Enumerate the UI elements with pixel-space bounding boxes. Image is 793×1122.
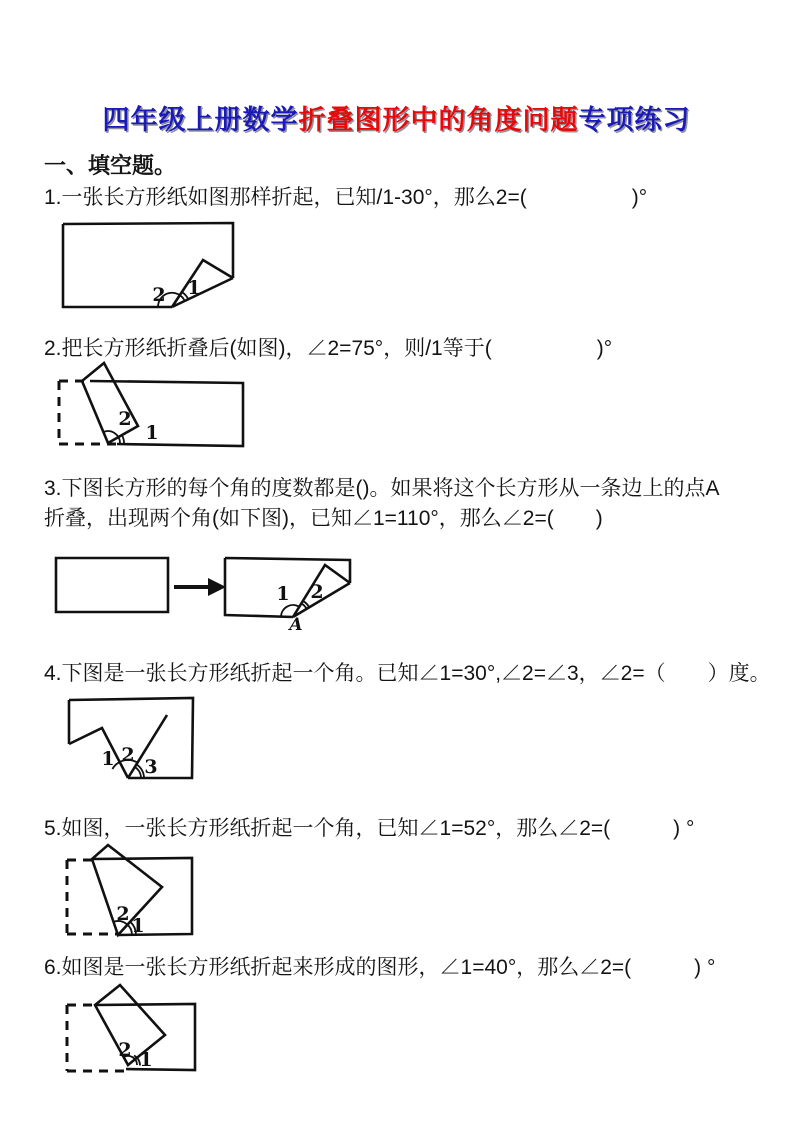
question-6-text: 6.如图是一张长方形纸折起来形成的图形，∠1=40°，那么∠2=( ) ° (44, 956, 716, 979)
fold-lines (172, 260, 233, 307)
angle-label-1: 1 (101, 748, 115, 770)
plain-rectangle (56, 558, 168, 612)
angle-label-2: 2 (118, 1039, 132, 1061)
point-label-A: A (289, 615, 303, 635)
angle-label-1: 1 (187, 277, 201, 299)
angle-label-3: 3 (144, 756, 158, 778)
question-2-text: 2.把长方形纸折叠后(如图)，∠2=75°，则/1等于( )° (44, 337, 613, 360)
original-position-dashed (67, 1005, 124, 1071)
figure-q2-folded-rectangle (55, 358, 255, 453)
question-3-text-line1: 3.下图长方形的每个角的度数都是()。如果将这个长方形从一条边上的点A (44, 477, 720, 500)
original-position-dashed (67, 860, 118, 934)
original-position-dashed (59, 381, 117, 444)
rectangle-outline (69, 698, 193, 778)
page-title (0, 98, 793, 137)
figure-q3-fold-before-after (50, 550, 360, 635)
rectangle-outline (63, 223, 233, 307)
arrow-head-icon (208, 578, 226, 596)
angle-label-2: 2 (310, 581, 324, 603)
figure-q6-folded-rectangle (60, 983, 205, 1078)
figure-q5-folded-rectangle (60, 843, 205, 948)
angle-label-1: 1 (145, 422, 159, 444)
angle-label-2: 2 (152, 284, 166, 306)
angle-label-1: 1 (139, 1049, 153, 1071)
question-4-text: 4.下图是一张长方形纸折起一个角。已知∠1=30°,∠2=∠3，∠2=（ ）度。 (44, 662, 771, 685)
section-heading-fill-in-blanks: 一、填空题。 (44, 153, 177, 178)
angle-label-2: 2 (121, 744, 135, 766)
rectangle-outline (90, 381, 243, 446)
figure-q4-folded-corner (60, 695, 240, 790)
question-5-text: 5.如图，一张长方形纸折起一个角，已知∠1=52°，那么∠2=( ) ° (44, 817, 695, 840)
angle-label-2: 2 (116, 903, 130, 925)
angle-label-1: 1 (131, 915, 145, 937)
figure-q1-folded-rectangle (55, 215, 245, 315)
question-3-text-line2: 折叠，出现两个角(如下图)，已知∠1=110°，那么∠2=( ) (44, 507, 603, 530)
angle-label-2: 2 (118, 408, 132, 430)
angle-1-arc (122, 435, 124, 443)
title-part-practice: 专项练习 (578, 105, 691, 135)
angle-label-1: 1 (276, 583, 290, 605)
title-part-topic: 折叠图形中的角度问题 (298, 105, 579, 135)
question-1-text: 1.一张长方形纸如图那样折起，已知/1-30°，那么2=( )° (44, 186, 648, 209)
title-part-grade: 四年级上册数学 (102, 105, 299, 135)
